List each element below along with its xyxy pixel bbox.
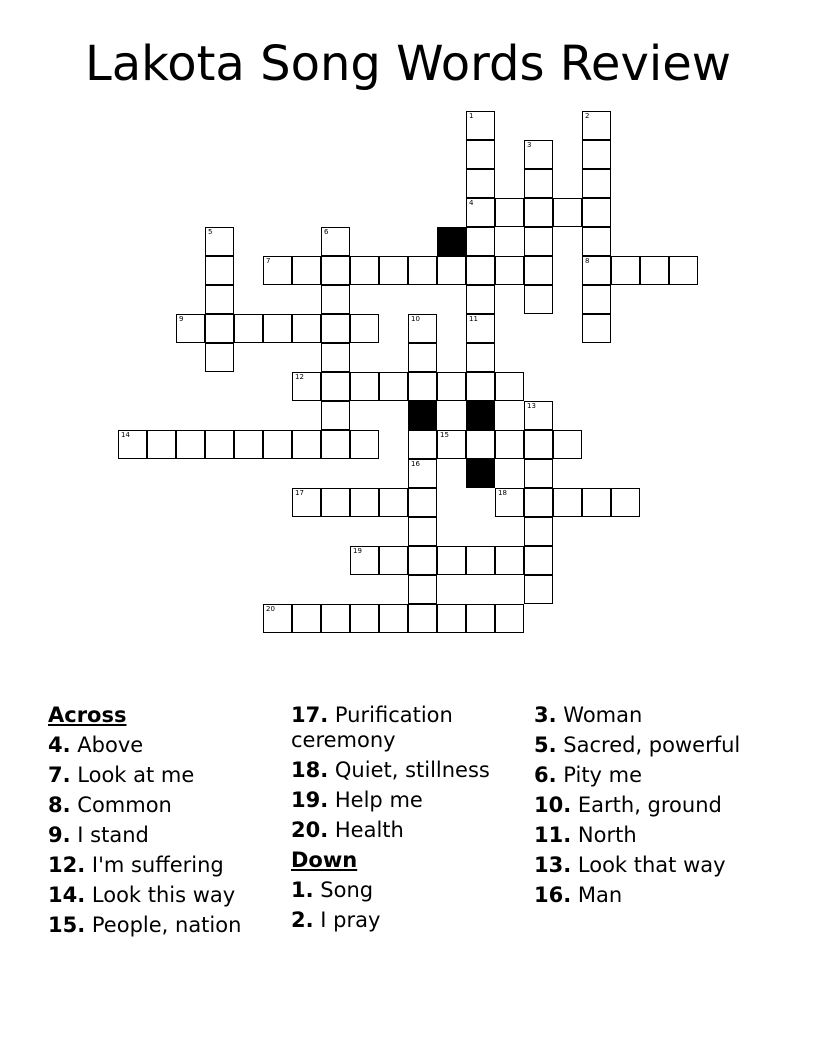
cell-number: 12	[295, 373, 304, 381]
grid-cell[interactable]	[640, 256, 669, 285]
clue-across-12: 12. I'm suffering	[48, 853, 224, 877]
cell-number: 19	[353, 547, 362, 555]
cell-number: 17	[295, 489, 304, 497]
clue-down-11: 11. North	[534, 823, 637, 847]
cell-number: 15	[440, 431, 449, 439]
grid-cell[interactable]	[524, 198, 553, 227]
grid-cell[interactable]	[524, 517, 553, 546]
clue-across-9: 9. I stand	[48, 823, 149, 847]
grid-cell[interactable]	[350, 546, 379, 575]
grid-cell[interactable]	[118, 430, 147, 459]
black-cell	[408, 401, 437, 430]
grid-cell[interactable]	[582, 111, 611, 140]
grid-cell[interactable]	[582, 256, 611, 285]
clue-down-2: 2. I pray	[291, 908, 381, 932]
grid-cell[interactable]	[495, 256, 524, 285]
grid-cell[interactable]	[176, 430, 205, 459]
grid-cell[interactable]	[524, 169, 553, 198]
clue-across-17: 17. Purification ceremony	[291, 703, 453, 752]
grid-cell[interactable]	[205, 314, 234, 343]
clue-down-5: 5. Sacred, powerful	[534, 733, 741, 757]
grid-cell[interactable]	[321, 227, 350, 256]
cell-number: 14	[121, 431, 130, 439]
grid-cell[interactable]	[379, 372, 408, 401]
grid-cell[interactable]	[408, 372, 437, 401]
clue-across-8: 8. Common	[48, 793, 172, 817]
grid-cell[interactable]	[524, 459, 553, 488]
grid-cell[interactable]	[466, 169, 495, 198]
grid-cell[interactable]	[466, 227, 495, 256]
grid-cell[interactable]	[524, 227, 553, 256]
grid-cell[interactable]	[466, 111, 495, 140]
grid-cell[interactable]	[205, 285, 234, 314]
grid-cell[interactable]	[205, 227, 234, 256]
grid-cell[interactable]	[495, 372, 524, 401]
cell-number: 2	[585, 112, 590, 120]
cell-number: 16	[411, 460, 420, 468]
grid-cell[interactable]	[205, 256, 234, 285]
grid-cell[interactable]	[466, 256, 495, 285]
grid-cell[interactable]	[263, 430, 292, 459]
grid-cell[interactable]	[524, 285, 553, 314]
grid-cell[interactable]	[582, 198, 611, 227]
cell-number: 7	[266, 257, 271, 265]
cell-number: 8	[585, 257, 590, 265]
grid-cell[interactable]	[437, 430, 466, 459]
grid-cell[interactable]	[495, 198, 524, 227]
cell-number: 9	[179, 315, 184, 323]
grid-cell[interactable]	[408, 604, 437, 633]
clue-across-15: 15. People, nation	[48, 913, 242, 937]
grid-cell[interactable]	[437, 604, 466, 633]
grid-cell[interactable]	[350, 604, 379, 633]
grid-cell[interactable]	[466, 314, 495, 343]
clue-across-14: 14. Look this way	[48, 883, 236, 907]
grid-cell[interactable]	[292, 430, 321, 459]
grid-cell[interactable]	[524, 430, 553, 459]
grid-cell[interactable]	[321, 372, 350, 401]
grid-cell[interactable]	[611, 488, 640, 517]
grid-cell[interactable]	[321, 604, 350, 633]
grid-cell[interactable]	[466, 140, 495, 169]
grid-cell[interactable]	[553, 198, 582, 227]
grid-cell[interactable]	[466, 198, 495, 227]
grid-cell[interactable]	[408, 459, 437, 488]
clue-down-16: 16. Man	[534, 883, 623, 907]
grid-cell[interactable]	[379, 604, 408, 633]
grid-cell[interactable]	[437, 546, 466, 575]
down-heading: Down	[291, 848, 358, 872]
grid-cell[interactable]	[524, 256, 553, 285]
grid-cell[interactable]	[524, 488, 553, 517]
grid-cell[interactable]	[495, 488, 524, 517]
cell-number: 4	[469, 199, 474, 207]
clue-across-18: 18. Quiet, stillness	[291, 758, 490, 782]
black-cell	[466, 401, 495, 430]
grid-cell[interactable]	[466, 343, 495, 372]
grid-cell[interactable]	[176, 314, 205, 343]
grid-cell[interactable]	[466, 546, 495, 575]
grid-cell[interactable]	[379, 546, 408, 575]
clue-down-3: 3. Woman	[534, 703, 643, 727]
black-cell	[466, 459, 495, 488]
clues-column-2	[291, 703, 531, 938]
grid-cell[interactable]	[379, 488, 408, 517]
grid-cell[interactable]	[466, 604, 495, 633]
clue-across-20: 20. Health	[291, 818, 404, 842]
grid-cell[interactable]	[553, 430, 582, 459]
grid-cell[interactable]	[234, 314, 263, 343]
clues-column-1	[48, 703, 288, 943]
grid-cell[interactable]	[350, 256, 379, 285]
grid-cell[interactable]	[292, 372, 321, 401]
grid-cell[interactable]	[408, 256, 437, 285]
grid-cell[interactable]	[292, 604, 321, 633]
grid-cell[interactable]	[582, 285, 611, 314]
grid-cell[interactable]	[437, 256, 466, 285]
grid-cell[interactable]	[582, 227, 611, 256]
clue-down-6: 6. Pity me	[534, 763, 643, 787]
grid-cell[interactable]	[495, 604, 524, 633]
grid-cell[interactable]	[582, 169, 611, 198]
cell-number: 13	[527, 402, 536, 410]
grid-cell[interactable]	[321, 401, 350, 430]
cell-number: 18	[498, 489, 507, 497]
grid-cell[interactable]	[669, 256, 698, 285]
cell-number: 20	[266, 605, 275, 613]
grid-cell[interactable]	[466, 372, 495, 401]
clues-column-3	[534, 703, 774, 913]
cell-number: 6	[324, 228, 329, 236]
grid-cell[interactable]	[408, 546, 437, 575]
grid-cell[interactable]	[321, 488, 350, 517]
grid-cell[interactable]	[524, 140, 553, 169]
grid-cell[interactable]	[321, 430, 350, 459]
grid-cell[interactable]	[553, 488, 582, 517]
grid-cell[interactable]	[408, 488, 437, 517]
grid-cell[interactable]	[582, 488, 611, 517]
grid-cell[interactable]	[263, 314, 292, 343]
clue-down-13: 13. Look that way	[534, 853, 726, 877]
cell-number: 5	[208, 228, 213, 236]
grid-cell[interactable]	[263, 256, 292, 285]
grid-cell[interactable]	[263, 604, 292, 633]
grid-cell[interactable]	[147, 430, 176, 459]
grid-cell[interactable]	[582, 140, 611, 169]
grid-cell[interactable]	[495, 546, 524, 575]
grid-cell[interactable]	[350, 314, 379, 343]
cell-number: 3	[527, 141, 532, 149]
clue-down-1: 1. Song	[291, 878, 374, 902]
grid-cell[interactable]	[408, 343, 437, 372]
grid-cell[interactable]	[321, 314, 350, 343]
grid-cell[interactable]	[205, 343, 234, 372]
grid-cell[interactable]	[321, 285, 350, 314]
grid-cell[interactable]	[205, 430, 234, 459]
grid-cell[interactable]	[495, 430, 524, 459]
grid-cell[interactable]	[408, 314, 437, 343]
grid-cell[interactable]	[350, 372, 379, 401]
grid-cell[interactable]	[524, 546, 553, 575]
cell-number: 10	[411, 315, 420, 323]
grid-cell[interactable]	[292, 256, 321, 285]
grid-cell[interactable]	[466, 285, 495, 314]
grid-cell[interactable]	[408, 575, 437, 604]
grid-cell[interactable]	[234, 430, 263, 459]
grid-cell[interactable]	[350, 488, 379, 517]
grid-cell[interactable]	[524, 575, 553, 604]
grid-cell[interactable]	[321, 343, 350, 372]
grid-cell[interactable]	[321, 256, 350, 285]
grid-cell[interactable]	[408, 430, 437, 459]
cell-number: 11	[469, 315, 478, 323]
grid-cell[interactable]	[437, 372, 466, 401]
grid-cell[interactable]	[408, 517, 437, 546]
clue-across-7: 7. Look at me	[48, 763, 195, 787]
grid-cell[interactable]	[379, 256, 408, 285]
grid-cell[interactable]	[466, 430, 495, 459]
cell-number: 1	[469, 112, 474, 120]
across-heading: Across	[48, 703, 127, 727]
grid-cell[interactable]	[350, 430, 379, 459]
grid-cell[interactable]	[292, 314, 321, 343]
grid-cell[interactable]	[611, 256, 640, 285]
black-cell	[437, 227, 466, 256]
clue-across-19: 19. Help me	[291, 788, 423, 812]
page-title: Lakota Song Words Review	[85, 36, 731, 92]
grid-cell[interactable]	[292, 488, 321, 517]
clue-across-4: 4. Above	[48, 733, 144, 757]
grid-cell[interactable]	[524, 401, 553, 430]
grid-cell[interactable]	[582, 314, 611, 343]
clue-down-10: 10. Earth, ground	[534, 793, 722, 817]
